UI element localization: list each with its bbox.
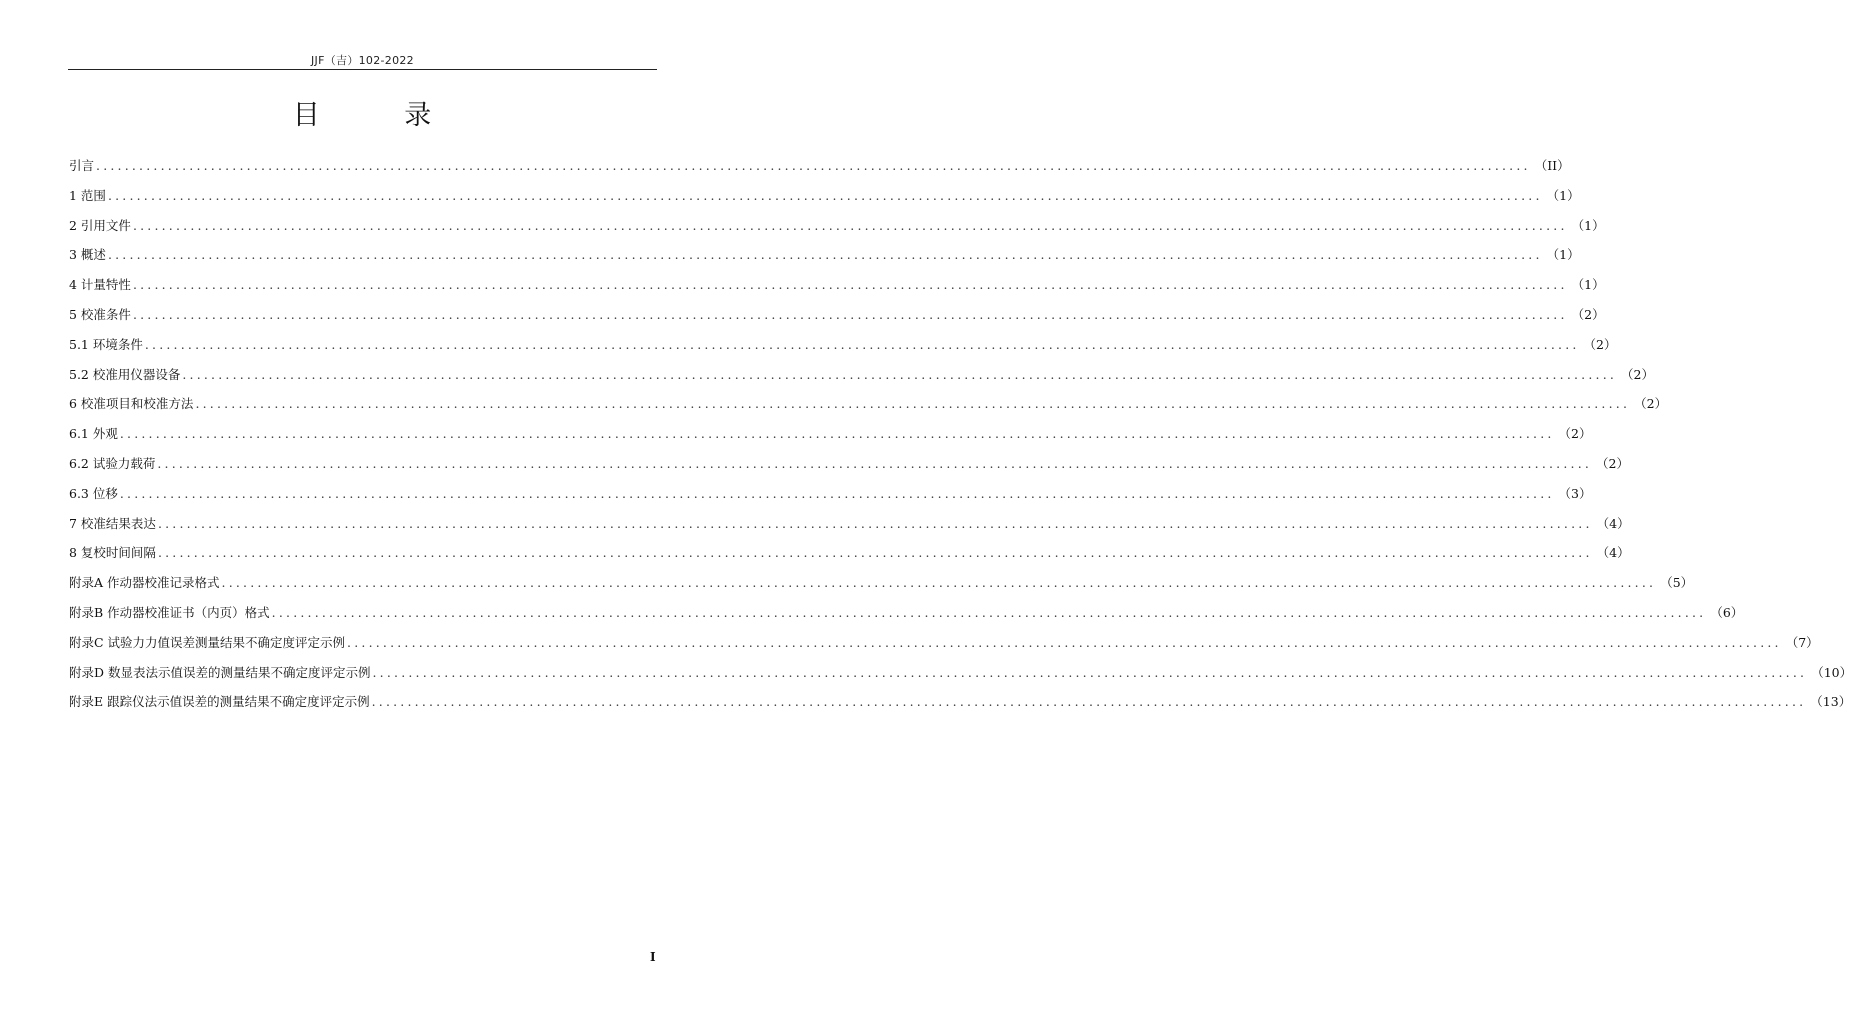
toc-entry[interactable] (69, 658, 1852, 688)
toc-entry-label: 2 引用文件 (69, 217, 131, 233)
toc-dot-leader: ........................................................................................................................................................................................................ (221, 575, 1657, 591)
toc-entry-page: （13） (1810, 694, 1852, 710)
toc-dot-leader: ........................................................................................................................................................................................................ (119, 485, 1555, 501)
toc-entry[interactable] (69, 211, 1605, 241)
toc-entry[interactable] (69, 628, 1819, 658)
toc-entry-page: （2） (1596, 455, 1629, 471)
toc-entry-page: （4） (1596, 545, 1630, 561)
toc-entry-label: 引言 (69, 158, 95, 173)
toc-entry-page: （2） (1621, 366, 1654, 382)
toc-entry-label: 3 概述 (69, 247, 106, 263)
toc-entry-page: （1） (1571, 217, 1605, 233)
toc-entry-page: （2） (1558, 426, 1592, 442)
toc-entry-page: （1） (1546, 247, 1580, 263)
toc-entry-page: （2） (1583, 336, 1617, 352)
toc-entry-page: （7） (1785, 634, 1819, 650)
toc-entry-label: 6.2 试验力载荷 (69, 455, 156, 471)
toc-entry[interactable] (69, 568, 1694, 598)
toc-entry-page: （II） (1534, 158, 1570, 173)
toc-entry-label: 附录B 作动器校准证书（内页）格式 (69, 604, 270, 620)
toc-dot-leader: ........................................................................................................................................................................................................ (132, 306, 1568, 322)
toc-entry[interactable] (69, 538, 1630, 568)
toc-dot-leader: ........................................................................................................................................................................................................ (132, 277, 1568, 293)
toc-entry[interactable] (69, 449, 1629, 479)
toc-entry-label: 5.2 校准用仪器设备 (69, 366, 181, 382)
toc-entry[interactable] (69, 300, 1605, 330)
toc-entry-label: 附录A 作动器校准记录格式 (69, 575, 220, 591)
toc-entry[interactable] (69, 240, 1580, 270)
toc-entry-page: （1） (1546, 187, 1580, 203)
toc-entry[interactable] (69, 389, 1668, 419)
toc-entry-label: 8 复校时间间隔 (69, 545, 156, 561)
toc-entry-page: （2） (1571, 306, 1605, 322)
toc-entry[interactable] (69, 419, 1592, 449)
toc-entry-page: （5） (1660, 575, 1694, 591)
toc-entry-label: 5 校准条件 (69, 306, 131, 322)
toc-entry-label: 6.3 位移 (69, 485, 118, 501)
toc-dot-leader: ........................................................................................................................................................................................................ (271, 604, 1707, 620)
toc-entry-page: （10） (1811, 664, 1852, 680)
toc-entry[interactable] (69, 509, 1630, 539)
toc-entry[interactable] (69, 687, 1852, 717)
toc-entry-label: 1 范围 (69, 187, 106, 203)
toc-dot-leader: ........................................................................................................................................................................................................ (96, 158, 1531, 173)
toc-dot-leader: ........................................................................................................................................................................................................ (132, 217, 1568, 233)
toc-entry-label: 6.1 外观 (69, 426, 118, 442)
toc-dot-leader: ........................................................................................................................................................................................................ (107, 247, 1543, 263)
toc-dot-leader: ........................................................................................................................................................................................................ (119, 426, 1555, 442)
toc-entry-page: （4） (1596, 515, 1630, 531)
toc-entry-page: （1） (1571, 277, 1605, 293)
toc-entry-label: 7 校准结果表达 (69, 515, 156, 531)
toc-dot-leader: ........................................................................................................................................................................................................ (372, 664, 1808, 680)
toc-entry-label: 附录D 数显表法示值误差的测量结果不确定度评定示例 (69, 664, 371, 680)
toc-entry[interactable] (69, 151, 1570, 181)
toc-dot-leader: ........................................................................................................................................................................................................ (371, 694, 1807, 710)
toc-entry[interactable] (69, 360, 1654, 390)
toc-entry[interactable] (69, 330, 1617, 360)
toc-entry-label: 6 校准项目和校准方法 (69, 396, 194, 412)
toc-entry[interactable] (69, 181, 1580, 211)
toc-dot-leader: ........................................................................................................................................................................................................ (144, 336, 1580, 352)
toc-entry-page: （2） (1634, 396, 1668, 412)
toc-entry-label: 附录C 试验力力值误差测量结果不确定度评定示例 (69, 634, 346, 650)
toc-entry-page: （6） (1710, 604, 1744, 620)
toc-dot-leader: ........................................................................................................................................................................................................ (107, 187, 1543, 203)
toc-entry-label: 附录E 跟踪仪法示值误差的测量结果不确定度评定示例 (69, 694, 370, 710)
table-of-contents (69, 151, 1852, 717)
toc-entry-label: 5.1 环境条件 (69, 336, 143, 352)
page-number: I (650, 950, 656, 964)
toc-entry[interactable] (69, 270, 1605, 300)
toc-dot-leader: ........................................................................................................................................................................................................ (157, 545, 1593, 561)
toc-dot-leader: ........................................................................................................................................................................................................ (195, 396, 1631, 412)
toc-entry-page: （3） (1558, 485, 1592, 501)
toc-dot-leader: ........................................................................................................................................................................................................ (157, 515, 1593, 531)
page-title: 目 录 (292, 100, 470, 131)
toc-entry[interactable] (69, 598, 1744, 628)
running-header: JJF（吉）102-2022 (311, 54, 414, 67)
header-rule (68, 69, 657, 70)
toc-entry-label: 4 计量特性 (69, 277, 131, 293)
toc-dot-leader: ........................................................................................................................................................................................................ (157, 455, 1593, 471)
toc-dot-leader: ........................................................................................................................................................................................................ (347, 634, 1782, 650)
toc-dot-leader: ........................................................................................................................................................................................................ (182, 366, 1618, 382)
toc-entry[interactable] (69, 479, 1592, 509)
